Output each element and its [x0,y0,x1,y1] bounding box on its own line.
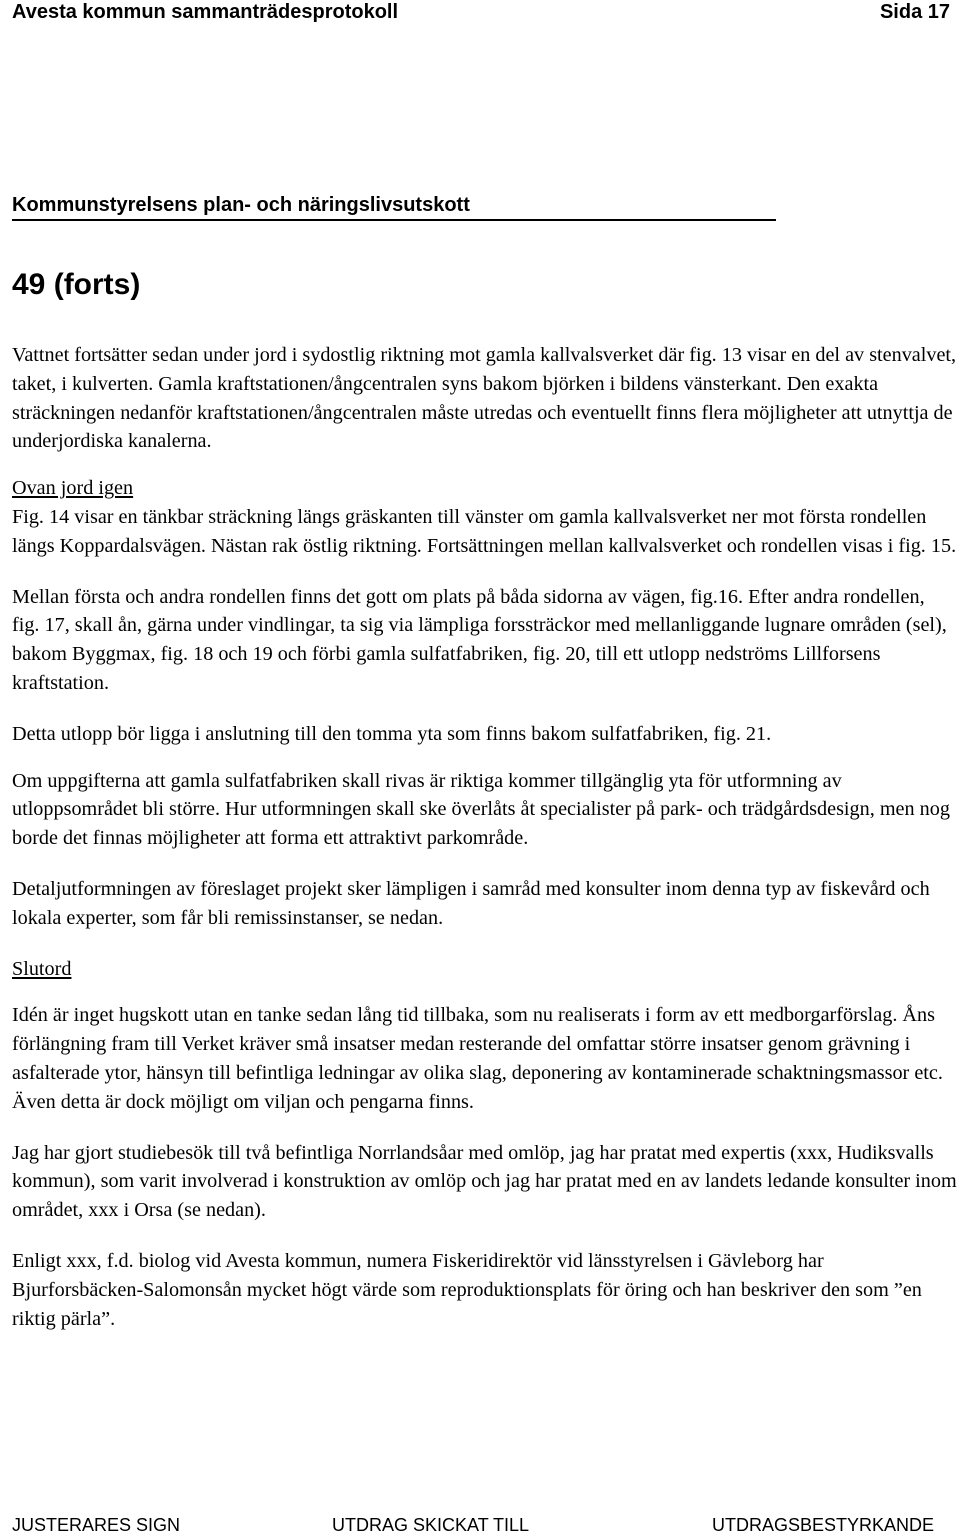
paragraph: Vattnet fortsätter sedan under jord i sydostlig riktning mot gamla kallvalsverket där fig. 13 visar en del av stenvalvet, taket, i kulverten. Gamla kraftstationen/ångcentralen syns bakom björken i bildens vänsterkant. Den exakta sträckningen nedanför kraftstationen/ångcentralen måste utredas och eventuellt finns flera möjligheter att utnyttja de underjordiska kanalerna. [12,344,957,453]
paragraph: Om uppgifterna att gamla sulfatfabriken skall rivas är riktiga kommer tillgänglig yta för utformning av utloppsområdet bli större. Hur utformningen skall ske överlåts åt specialister på park- och trädgårdsdesign, men nog borde det finnas möjligheter att forma ett attraktivt parkområde. [12,769,950,850]
page-header [0,1,960,25]
paragraph: Detta utlopp bör ligga i anslutning till den tomma yta som finns bakom sulfatfabriken, fig. 21. [12,722,772,745]
section-title-text: 49 (forts) [12,268,141,301]
paragraph: Mellan första och andra rondellen finns det gott om plats på båda sidorna av vägen, fig.16. Efter andra rondellen, fig. 17, skall ån, gärna under vindlingar, ta sig via lämpliga forssträckor med mellanliggande lugnare områden (sel), bakom Byggmax, fig. 18 och 19 och förbi gamla sulfatfabriken, fig. 20, till ett utlopp nedströms Lillforsens kraftstation. [12,585,947,694]
footer-utdrag-skickat-till: UTDRAG SKICKAT TILL [332,1515,530,1535]
committee-heading: Kommunstyrelsens plan- och näringslivsutskott [12,194,776,221]
footer-utdragsbestyrkande: UTDRAGSBESTYRKANDE [711,1515,934,1535]
page-number: Sida 17 [879,1,950,23]
paragraph: Jag har gjort studiebesök till två befintliga Norrlandsåar med omlöp, jag har pratat med expertis (xxx, Hudiksvalls kommun), som varit involverad i konstruktion av omlöp och jag har pratat med en av landets ledande konsulter inom området, xxx i Orsa (se nedan). [12,1141,957,1222]
document-title: Avesta kommun sammanträdesprotokoll [12,1,399,23]
paragraph: Detaljutformningen av föreslaget projekt sker lämpligen i samråd med konsulter inom denna typ av fiskevård och lokala experter, som får bli remissinstanser, se nedan. [12,877,930,929]
footer-justerares-sign: JUSTERARES SIGN [12,1515,181,1535]
section-title [12,268,140,302]
document-body [12,341,957,1355]
paragraph: Enligt xxx, f.d. biolog vid Avesta kommun, numera Fiskeridirektör vid länsstyrelsen i Gävleborg har Bjurforsbäcken-Salomonsån mycket högt värde som reproduktionsplats för öring och han beskriver den som ”en riktig pärla”. [12,1249,922,1330]
paragraph: Idén är inget hugskott utan en tanke sedan lång tid tillbaka, som nu realiserats i form av ett medborgarförslag. Åns förlängning fram till Verket kräver små insatser medan resterande del omfattar större insatser genom grävning i asfalterade ytor, hänsyn till befintliga ledningar av olika slag, deponering av kontaminerade schaktningsmassor etc. Även detta är dock möjligt om viljan och pengarna finns. [12,1004,943,1113]
paragraph: Fig. 14 visar en tänkbar sträckning längs gräskanten till vänster om gamla kallvalsverket ner mot första rondellen längs Koppardalsvägen. Nästan rak östlig riktning. Fortsättningen mellan kallvalsverket och rondellen visas i fig. 15. [12,505,957,557]
subheading-ovan-jord-igen: Ovan jord igen [12,477,134,500]
subheading-slutord: Slutord [12,957,72,980]
